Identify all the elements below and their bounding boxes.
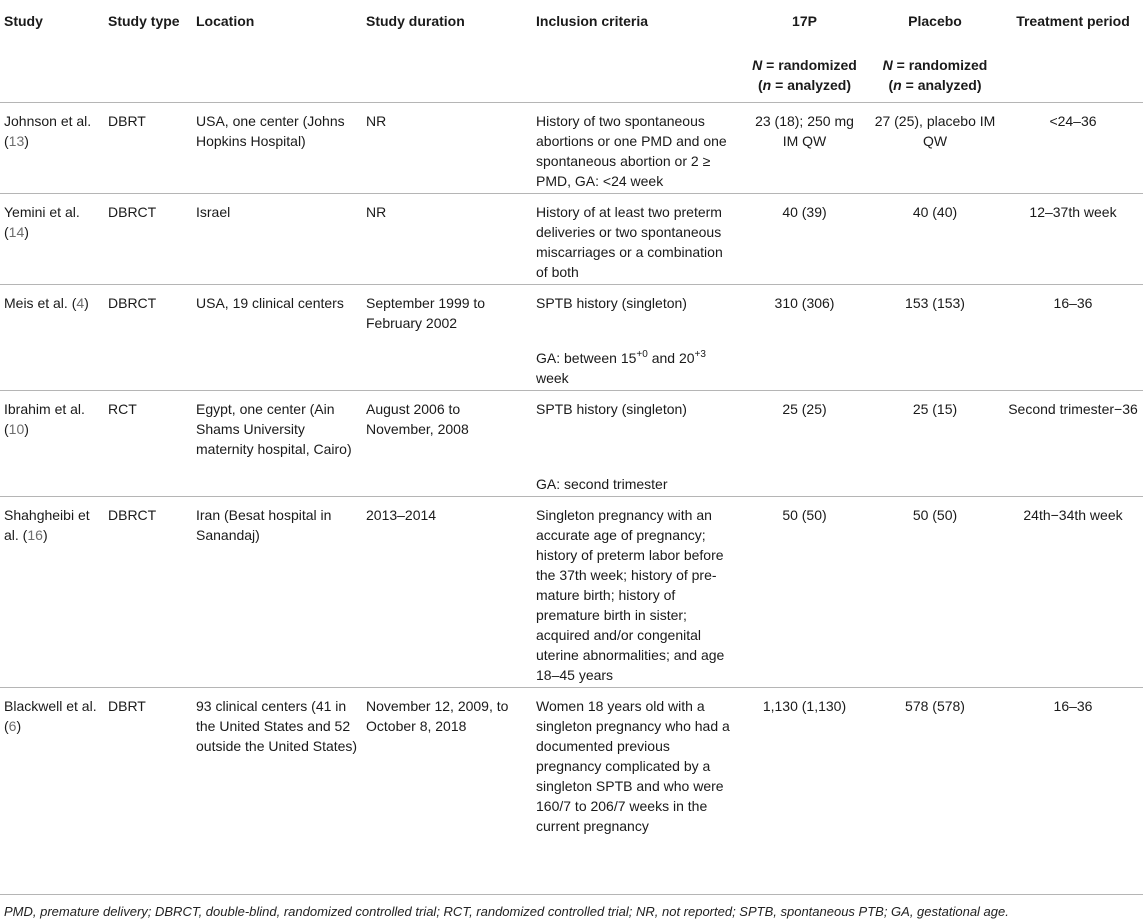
cell-17p: 40 (39) xyxy=(742,194,867,285)
cell-treatment: 12–37th week xyxy=(1003,194,1143,285)
cell-treatment: 24th−34th week xyxy=(1003,497,1143,688)
header-study: Study xyxy=(4,13,43,29)
reference-link[interactable]: 6 xyxy=(8,718,17,734)
header-location: Location xyxy=(196,13,255,29)
header-study-duration: Study duration xyxy=(366,13,465,29)
reference-link[interactable]: 4 xyxy=(76,295,85,311)
cell-placebo: 40 (40) xyxy=(867,194,1003,285)
cell-study: Johnson et al. (13) xyxy=(0,103,104,194)
cell-duration: September 1999 to February 2002 xyxy=(362,285,532,336)
cell-location: USA, 19 clinical centers xyxy=(192,285,362,336)
cell-location: Egypt, one center (Ain Shams University maternity hospital, Cairo) xyxy=(192,391,362,462)
cell-treatment: Second trimester−36 xyxy=(1003,391,1143,462)
cell-criteria: Women 18 years old with a singleton pregnancy who had a documented previous pregnancy complicated by a singleton SPTB and who were 160/7 to 206/7 weeks in the current pregnancy xyxy=(532,688,742,845)
header-treatment-period: Treatment period xyxy=(1016,13,1130,29)
table-row xyxy=(0,335,1143,391)
header-placebo: Placebo xyxy=(908,13,962,29)
cell-treatment: 16–36 xyxy=(1003,285,1143,336)
subheader-placebo-randomized: N = randomized (n = analyzed) xyxy=(882,57,988,93)
cell-criteria: History of two spontaneous abortions or one PMD and one spontaneous abortion or 2 ≥ PMD, GA: <24 week xyxy=(532,103,742,194)
cell-treatment: 16–36 xyxy=(1003,688,1143,845)
table-row xyxy=(0,461,1143,497)
header-inclusion-criteria: Inclusion criteria xyxy=(536,13,649,29)
cell-study-type: DBRCT xyxy=(104,285,192,336)
cell-study: Yemini et al. (14) xyxy=(0,194,104,285)
cell-location: USA, one center (Johns Hopkins Hospital) xyxy=(192,103,362,194)
table-row xyxy=(0,194,1143,285)
cell-placebo: 578 (578) xyxy=(867,688,1003,845)
cell-location: Israel xyxy=(192,194,362,285)
cell-duration: November 12, 2009, to October 8, 2018 xyxy=(362,688,532,845)
reference-link[interactable]: 10 xyxy=(8,421,25,437)
table-row xyxy=(0,285,1143,336)
cell-placebo: 25 (15) xyxy=(867,391,1003,462)
header-17p: 17P xyxy=(792,13,817,29)
reference-link[interactable]: 14 xyxy=(8,224,25,240)
reference-link[interactable]: 13 xyxy=(8,133,25,149)
cell-study: Meis et al. (4) xyxy=(0,285,104,336)
cell-treatment: <24–36 xyxy=(1003,103,1143,194)
cell-study-type: DBRCT xyxy=(104,497,192,688)
cell-duration: NR xyxy=(362,103,532,194)
cell-criteria-ga: GA: between $15^{+0}$ and $20^{+3}$ week xyxy=(536,349,706,386)
cell-17p: 23 (18); 250 mg IM QW xyxy=(742,103,867,194)
cell-study-type: RCT xyxy=(104,391,192,462)
cell-study-type: DBRT xyxy=(104,688,192,845)
cell-study: Ibrahim et al. (10) xyxy=(0,391,104,462)
cell-17p: 310 (306) xyxy=(742,285,867,336)
cell-17p: 50 (50) xyxy=(742,497,867,688)
table-body xyxy=(0,103,1143,845)
table-header xyxy=(0,0,1143,103)
cell-placebo: 27 (25), placebo IM QW xyxy=(867,103,1003,194)
table-row xyxy=(0,391,1143,462)
cell-location: Iran (Besat hospital in Sanandaj) xyxy=(192,497,362,688)
cell-criteria: Singleton pregnancy with an accurate age of pregnancy; history of preterm labor before the 37th week; history of pre-mature birth; history of premature birth in sister; acquired and/or congenital uterine abnormalities; and age 18–45 years xyxy=(532,497,742,688)
cell-criteria-ga: GA: second trimester xyxy=(536,476,668,492)
cell-duration: NR xyxy=(362,194,532,285)
cell-duration: August 2006 to November, 2008 xyxy=(362,391,532,462)
reference-link[interactable]: 16 xyxy=(27,527,43,543)
cell-placebo: 153 (153) xyxy=(867,285,1003,336)
cell-study: Blackwell et al. (6) xyxy=(0,688,104,845)
header-study-type: Study type xyxy=(108,13,180,29)
table-row xyxy=(0,103,1143,194)
table-row xyxy=(0,497,1143,688)
cell-placebo: 50 (50) xyxy=(867,497,1003,688)
cell-study-type: DBRCT xyxy=(104,194,192,285)
cell-17p: 1,130 (1,130) xyxy=(742,688,867,845)
cell-study: Shahgheibi et al. (16) xyxy=(0,497,104,688)
table-row xyxy=(0,688,1143,845)
cell-criteria: History of at least two preterm deliveries or two spontaneous miscarriages or a combination of both xyxy=(532,194,742,285)
cell-criteria: SPTB history (singleton) xyxy=(532,391,742,462)
subheader-17p-randomized: N = randomized (n = analyzed) xyxy=(752,57,857,93)
cell-location: 93 clinical centers (41 in the United States and 52 outside the United States) xyxy=(192,688,362,845)
cell-duration: 2013–2014 xyxy=(362,497,532,688)
cell-study-type: DBRT xyxy=(104,103,192,194)
cell-17p: 25 (25) xyxy=(742,391,867,462)
cell-criteria: SPTB history (singleton) xyxy=(532,285,742,336)
table-footnote: PMD, premature delivery; DBRCT, double-blind, randomized controlled trial; RCT, randomized controlled trial; NR, not reported; SPTB, spontaneous PTB; GA, gestational age. xyxy=(0,894,1143,919)
